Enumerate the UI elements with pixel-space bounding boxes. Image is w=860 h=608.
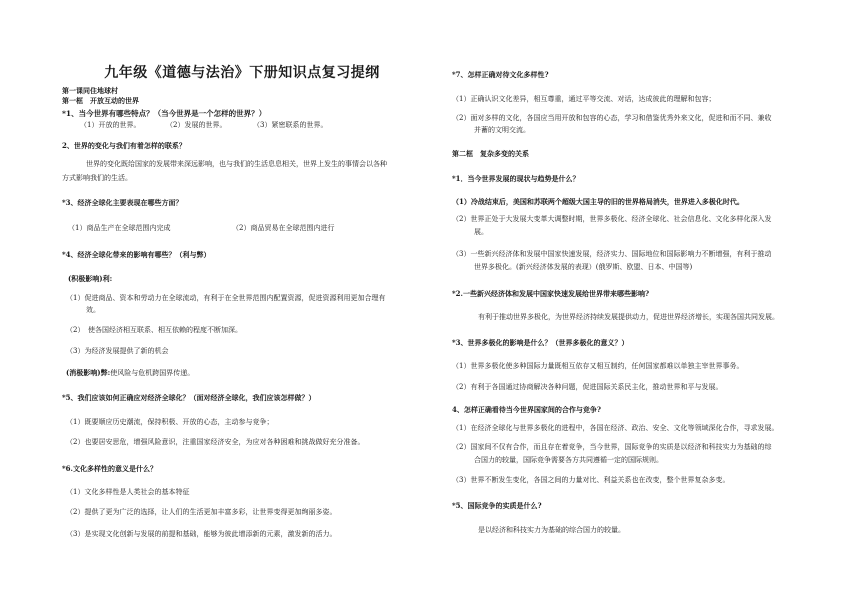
answer-1-3: （3）紧密联系的世界。 <box>253 121 328 129</box>
answer-2-line-1: 世界的变化既给国家的发展带来深远影响，也与我们的生活息息相关，世界上发生的事情会以各种 <box>86 160 387 168</box>
section-2-answer-3-1: （1）世界多极化使多种国际力量既相互依存又相互制约，任何国家都难以单独主宰世界事务。 <box>452 362 744 370</box>
question-6: *6.文化多样性的意义是什么？ <box>62 464 157 473</box>
section-2-answer-1-3-line-1: （3）一些新兴经济体和发展中国家快速发展，经济实力、国际地位和国际影响力不断增强，有利于推动 <box>452 250 772 258</box>
negative-effects <box>66 368 194 378</box>
frame-2-heading: 第二框 复杂多变的关系 <box>452 149 529 158</box>
question-2: 2、世界的变化与我们有着怎样的联系？ <box>62 141 186 150</box>
answer-5-2: （2）也要居安思危，增强风险意识，注重国家经济安全，为应对各种困难和挑战做好充分准备。 <box>66 438 365 446</box>
frame-heading: 第一框 开放互动的世界 <box>62 96 139 105</box>
answer-4-2: （2） 使各国经济相互联系、相互依赖的程度不断加深。 <box>66 326 242 334</box>
answer-7-1: （1）正确认识文化差异，相互尊重，通过平等交流、对话，达成彼此的理解和包容； <box>452 95 716 103</box>
answer-1-1: （1）开放的世界。 <box>80 121 141 129</box>
answer-3-2: （2）商品贸易在全球范围内进行 <box>232 224 335 232</box>
question-3: *3、经济全球化主要表现在哪些方面？ <box>62 198 183 207</box>
section-2-answer-2: 有利于推动世界多极化，为世界经济持续发展提供动力，促进世界经济增长，实现各国共同发展。 <box>478 313 779 321</box>
answer-3-1: （1）商品生产在全球范围内完成 <box>68 224 171 232</box>
section-2-answer-4-2-line-1: （2）国家间不仅有合作，而且存在着竞争，当今世界，国际竞争的实质是以经济和科技实力为基础的综 <box>452 443 772 451</box>
section-2-answer-1-2-line-1: （2）世界正处于大发展大变革大调整时期，世界多极化、经济全球化、社会信息化、文化多样化深入发 <box>452 215 772 223</box>
answer-6-2: （2）提供了更为广泛的选择，让人们的生活更加丰富多彩，让世界变得更加绚丽多姿。 <box>66 508 337 516</box>
answer-2-line-2: 方式影响我们的生活。 <box>62 174 132 182</box>
question-4: *4、经济全球化带来的影响有哪些？（利与弊） <box>62 250 211 259</box>
answer-7-2-line-1: （2）面对多样的文化，各国应当用开放和包容的心态，学习和借鉴优秀外来文化，促进和而不同、兼收 <box>452 114 772 122</box>
section-2-answer-1-3-line-2: 世界多极化。(新兴经济体发展的表现）(俄罗斯、欧盟、日本、中国等) <box>474 263 693 271</box>
answer-4-1-line-2: 效。 <box>86 306 100 314</box>
section-2-question-5: *5、国际竞争的实质是什么? <box>452 501 542 510</box>
question-5: *5、我们应该如何正确应对经济全球化？（面对经济全球化，我们应该怎样做？） <box>62 393 316 402</box>
section-2-question-2: *2.一些新兴经济体和发展中国家快速发展给世界带来哪些影响? <box>452 289 650 298</box>
lesson-heading: 第一课同住地球村 <box>62 86 118 95</box>
answer-4-1-line-1: （1）促进商品、资本和劳动力在全球流动，有利于在全世界范围内配置资源，促进资源利用更加合理有 <box>66 294 386 302</box>
answer-6-3: （3）是实现文化创新与发展的前提和基础，能够为彼此增添新的元素，激发新的活力。 <box>66 530 337 538</box>
question-7: *7、怎样正确对待文化多样性? <box>452 70 549 79</box>
answer-1-2: （2）发展的世界。 <box>166 121 227 129</box>
page-title: 九年级《道德与法治》下册知识点复习提纲 <box>104 65 380 81</box>
section-2-question-1: *1．当今世界发展的现状与趋势是什么？ <box>452 174 580 183</box>
answer-5-1: （1）既要顺应历史潮流，保持积极、开放的心态，主动参与竞争； <box>66 418 274 426</box>
negative-effects-text: 使风险与危机跨国界传递。 <box>110 369 195 377</box>
section-2-answer-3-2: （2）有利于各国通过协商解决各种问题，促进国际关系民主化，推动世界和平与发展。 <box>452 383 723 391</box>
question-1: *1、当今世界有哪些特点？（当今世界是一个怎样的世界？） <box>62 109 267 118</box>
answer-7-2-line-2: 并蓄的文明交流。 <box>474 126 530 134</box>
section-2-question-3: *3、世界多极化的影响是什么？（世界多极化的意义？） <box>452 338 629 347</box>
section-2-question-4: 4、怎样正确看待当今世界国家间的合作与竞争? <box>452 405 601 414</box>
positive-effects-label: (积极影响)利: <box>68 274 113 283</box>
negative-effects-label: (消极影响)弊: <box>66 368 111 377</box>
section-2-answer-1-2-line-2: 展。 <box>474 228 488 236</box>
answer-4-3: （3）为经济发展提供了新的机会 <box>66 347 169 355</box>
section-2-answer-1-1: （1）冷战结束后，美国和苏联两个超级大国主导的旧的世界格局消失，世界进入多极化时代。 <box>452 197 744 206</box>
section-2-answer-4-3: （3）世界不断发生变化，各国之间的力量对比、利益关系也在改变，整个世界复杂多变。 <box>452 476 730 484</box>
section-2-answer-4-2-line-2: 合国力的较量，国际竞争需要各方共同遵循一定的国际规则。 <box>474 456 663 464</box>
section-2-answer-4-1: （1）在经济全球化与世界多极化的进程中，各国在经济、政治、安全、文化等领域深化合作，寻求发展。 <box>452 424 779 432</box>
section-2-answer-5: 是以经济和科技实力为基础的综合国力的较量。 <box>478 526 625 534</box>
answer-6-1: （1）文化多样性是人类社会的基本特征 <box>66 488 190 496</box>
